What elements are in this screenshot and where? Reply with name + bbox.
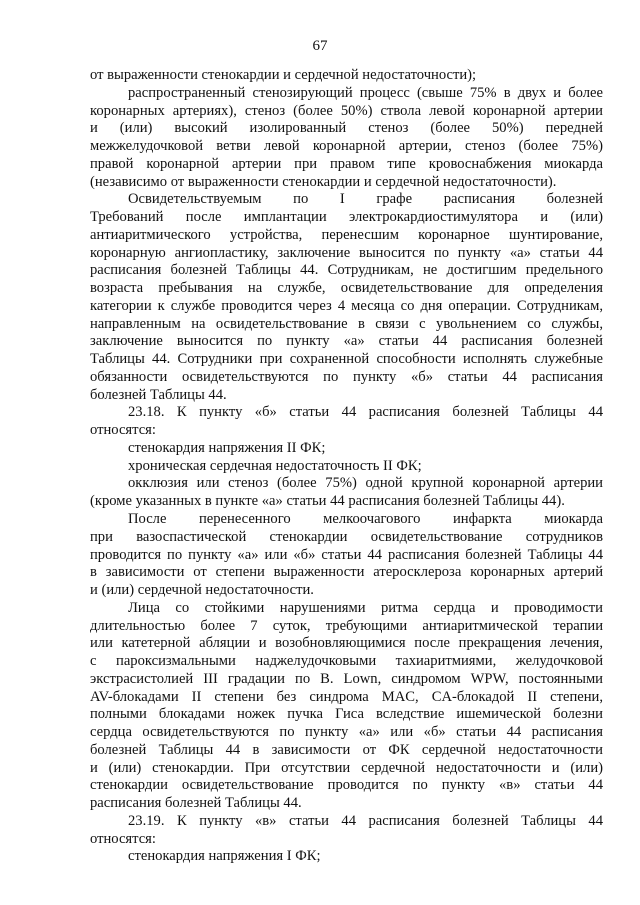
text-line: длительностью более 7 суток, требующими антиаритмической терапии <box>90 618 603 634</box>
text-line: Таблицы 44. Сотрудники при сохраненной способности исполнять служебные <box>90 351 603 367</box>
text-line: возраста пребывания на службе, освидетельствование для определения <box>90 280 603 296</box>
page-number: 67 <box>312 38 328 54</box>
text-line: 23.18. К пункту «б» статьи 44 расписания болезней Таблицы 44 <box>128 404 603 420</box>
text-line: Освидетельствуемым по I графе расписания болезней <box>128 191 603 207</box>
text-line: и (или) стенокардии. При отсутствии сердечной недостаточности и (или) <box>90 760 603 776</box>
text-line: или катетерной абляции и возобновляющимися после прекращения лечения, <box>90 635 603 651</box>
text-line: антиаритмического устройства, перенесшим коронарное шунтирование, <box>90 227 603 243</box>
text-line: болезней Таблицы 44. <box>90 387 227 403</box>
text-line: коронарных артериях), стеноз (более 50%) ствола левой коронарной артерии <box>90 103 603 119</box>
text-line: Лица со стойкими нарушениями ритма сердца и проводимости <box>128 600 603 616</box>
text-line: направленным на освидетельствование в связи с увольнением со службы, <box>90 316 603 332</box>
text-line: Требований после имплантации электрокардиостимулятора и (или) <box>90 209 603 225</box>
text-line: (кроме указанных в пункте «а» статьи 44 расписания болезней Таблицы 44). <box>90 493 565 509</box>
text-line: относятся: <box>90 422 156 438</box>
text-line: обязанности освидетельствуются по пункту «б» статьи 44 расписания <box>90 369 603 385</box>
text-line: сердца освидетельствуются по пункту «а» или «б» статьи 44 расписания <box>90 724 603 740</box>
text-line: стенокардия напряжения II ФК; <box>128 440 326 456</box>
text-line: (независимо от выраженности стенокардии и сердечной недостаточности). <box>90 174 557 190</box>
text-line: окклюзия или стеноз (более 75%) одной крупной коронарной артерии <box>128 475 603 491</box>
text-line: при вазоспастической стенокардии освидетельствование сотрудников <box>90 529 603 545</box>
text-line: коронарную ангиопластику, заключение выносится по пункту «а» статьи 44 <box>90 245 603 261</box>
text-line: проводится по пункту «а» или «б» статьи 44 расписания болезней Таблицы 44 <box>90 547 603 563</box>
text-line: AV-блокадами II степени без синдрома MAC, CA-блокадой II степени, <box>90 689 603 705</box>
text-line: категории к службе проводится через 4 месяца со дня операции. Сотрудникам, <box>90 298 603 314</box>
text-line: стенокардия напряжения I ФК; <box>128 848 321 864</box>
text-line: полными блокадами ножек пучка Гиса вследствие ишемической болезни <box>90 706 603 722</box>
text-line: распространенный стенозирующий процесс (свыше 75% в двух и более <box>128 85 603 101</box>
text-line: межжелудочковой ветви левой коронарной артерии, стеноз (более 75%) <box>90 138 603 154</box>
text-line: хроническая сердечная недостаточность II ФК; <box>128 458 422 474</box>
text-line: правой коронарной артерии при правом типе кровоснабжения миокарда <box>90 156 603 172</box>
text-line: После перенесенного мелкоочагового инфаркта миокарда <box>128 511 603 527</box>
text-line: с пароксизмальными наджелудочковыми тахиаритмиями, желудочковой <box>90 653 603 669</box>
text-line: стенокардии освидетельствование проводится по пункту «в» статьи 44 <box>90 777 603 793</box>
text-line: относятся: <box>90 831 156 847</box>
text-line: заключение выносится по пункту «а» статьи 44 расписания болезней <box>90 333 603 349</box>
text-line: экстрасистолией III градации по B. Lown, синдромом WPW, постоянными <box>90 671 603 687</box>
text-line: и (или) сердечной недостаточности. <box>90 582 314 598</box>
text-line: от выраженности стенокардии и сердечной недостаточности); <box>90 67 477 83</box>
text-line: в зависимости от степени выраженности атеросклероза коронарных артерий <box>90 564 603 580</box>
text-line: и (или) высокий изолированный стеноз (более 50%) передней <box>90 120 603 136</box>
text-line: болезней Таблицы 44 в зависимости от ФК сердечной недостаточности <box>90 742 603 758</box>
text-line: расписания болезней Таблицы 44. <box>90 795 302 811</box>
text-line: 23.19. К пункту «в» статьи 44 расписания болезней Таблицы 44 <box>128 813 603 829</box>
text-line: расписания болезней Таблицы 44. Сотрудникам, не достигшим предельного <box>90 262 603 278</box>
